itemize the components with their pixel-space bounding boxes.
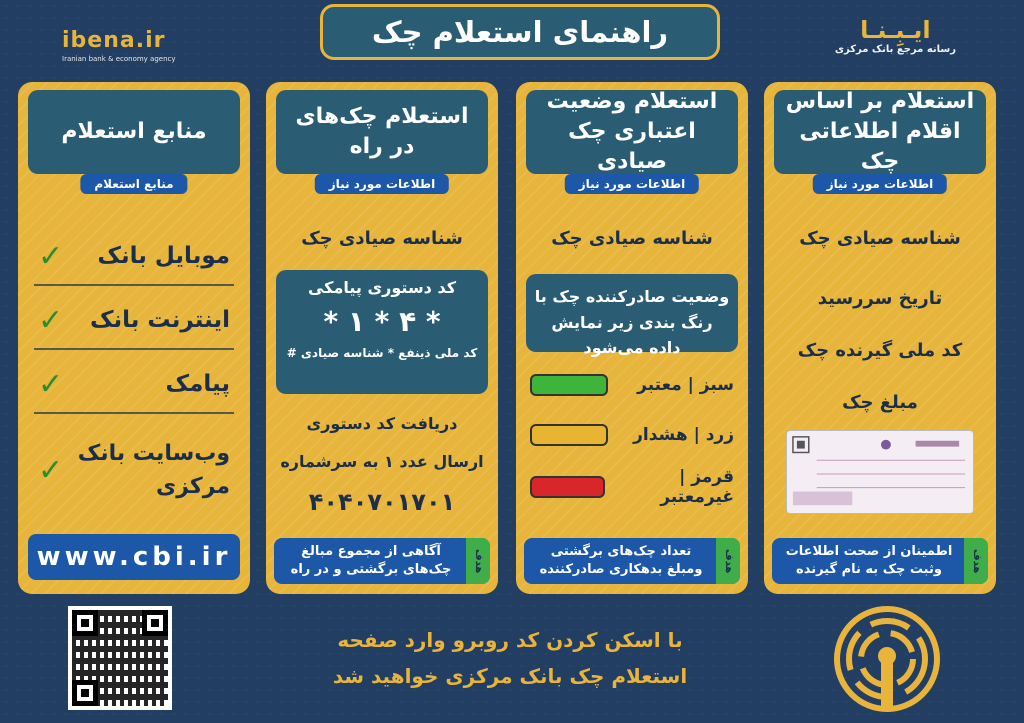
status-green-bar — [530, 374, 608, 396]
item-receiver-id: کد ملی گیرنده چک — [797, 340, 963, 361]
cbi-website-link[interactable]: www.cbi.ir — [28, 534, 240, 580]
status-warning-label: زرد | هشدار — [633, 425, 734, 445]
column-in-transit — [266, 82, 498, 594]
qr-code[interactable] — [68, 606, 172, 710]
status-invalid-row — [530, 467, 734, 507]
goal-tab: هدف — [466, 538, 490, 584]
status-valid-label: سبز | معتبر — [637, 375, 734, 395]
column-title: استعلام چک‌های در راه — [276, 90, 488, 174]
brand-tagline-fa: رسانه مرجع بانک مرکزی — [834, 44, 956, 55]
sms-code-box — [276, 270, 488, 394]
brand-name-fa: ایـبِـنـا — [860, 16, 931, 44]
send-line: ارسال عدد ۱ به سرشماره — [280, 452, 484, 471]
check-icon: ✓ — [38, 238, 64, 274]
divider — [34, 412, 234, 414]
brand-name: ibena.ir — [62, 28, 166, 53]
column-sources — [18, 82, 250, 594]
get-code-label: دریافت کد دستوری — [306, 414, 458, 433]
qr-finder — [72, 610, 98, 636]
goal-text: اطمینان از صحت اطلاعات وثبت چک به نام گیرنده — [785, 544, 953, 577]
divider — [34, 348, 234, 350]
status-invalid-label: قرمز | غیرمعتبر — [660, 467, 734, 507]
broadcast-icon — [832, 604, 942, 714]
column-credit-status — [516, 82, 748, 594]
footer-line-1: با اسکن کردن کد روبرو وارد صفحه — [337, 628, 683, 652]
footer-line-2: استعلام چک بانک مرکزی خواهید شد — [332, 664, 688, 688]
item-amount: مبلغ چک — [842, 392, 918, 413]
item-sayad-id: شناسه صیادی چک — [301, 228, 463, 249]
qr-finder — [72, 680, 98, 706]
sms-format: کد ملی ذینفع * شناسه صیادی # — [286, 346, 478, 360]
ibena-logo — [62, 28, 176, 63]
status-red-bar — [530, 476, 605, 498]
source-label: وب‌سایت بانک مرکزی — [77, 441, 230, 499]
ibena-persian-logo — [835, 16, 956, 55]
source-internet-bank — [28, 296, 240, 344]
status-valid-row — [530, 372, 734, 398]
qr-finder — [142, 610, 168, 636]
goal-bar — [524, 538, 740, 584]
status-warning-row — [530, 422, 734, 448]
source-label: پیامک — [165, 371, 230, 397]
item-sayad-id: شناسه صیادی چک — [799, 228, 961, 249]
page-title: راهنمای استعلام چک — [320, 4, 720, 60]
status-yellow-bar — [530, 424, 608, 446]
sms-code: * ۴ * ۱ * — [323, 305, 441, 338]
source-label: اینترنت بانک — [89, 307, 230, 333]
status-explain-box: وضعیت صادرکننده چک با رنگ بندی زیر نمایش داده می‌شود — [526, 274, 738, 352]
check-icon: ✓ — [38, 366, 64, 402]
short-number: ۴۰۴۰۷۰۱۷۰۱ — [308, 488, 456, 516]
brand-tagline: Iranian bank & economy agency — [62, 55, 176, 63]
column-title: استعلام بر اساس اقلام اطلاعاتی چک — [774, 90, 986, 174]
item-sayad-id: شناسه صیادی چک — [551, 228, 713, 249]
check-icon: ✓ — [38, 302, 64, 338]
goal-tab: هدف — [716, 538, 740, 584]
sources-pill: منابع استعلام — [80, 174, 187, 194]
goal-tab: هدف — [964, 538, 988, 584]
source-label: موبایل بانک — [97, 243, 230, 269]
sms-title: کد دستوری پیامکی — [307, 278, 456, 297]
item-due-date: تاریخ سررسید — [817, 288, 943, 309]
required-info-pill: اطلاعات مورد نیاز — [565, 174, 699, 194]
goal-text: تعداد چک‌های برگشتی ومبلغ بدهکاری صادرکننده — [539, 544, 703, 577]
check-icon: ✓ — [38, 452, 64, 488]
column-title: استعلام وضعیت اعتباری چک صیادی — [526, 90, 738, 174]
required-info-pill: اطلاعات مورد نیاز — [315, 174, 449, 194]
divider — [34, 284, 234, 286]
cheque-image — [786, 430, 974, 514]
source-mobile-bank — [28, 232, 240, 280]
required-info-pill: اطلاعات مورد نیاز — [813, 174, 947, 194]
column-title: منابع استعلام — [28, 90, 240, 174]
source-sms — [28, 360, 240, 408]
column-cheque-info — [764, 82, 996, 594]
goal-bar — [772, 538, 988, 584]
source-website — [28, 430, 240, 510]
goal-text: آگاهی از مجموع مبالغ چک‌های برگشتی و در راه — [290, 544, 452, 577]
goal-bar — [274, 538, 490, 584]
